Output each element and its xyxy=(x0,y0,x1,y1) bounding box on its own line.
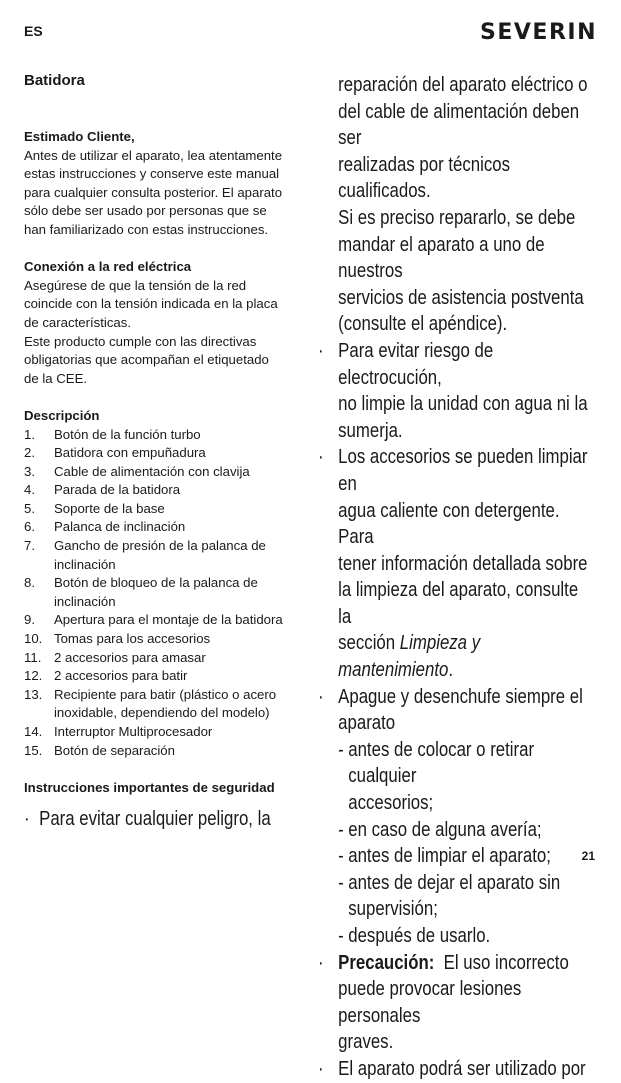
list-item: 12. 2 accesorios para batir xyxy=(24,668,188,684)
safety-heading: Instrucciones importantes de seguridad xyxy=(24,779,275,795)
connection-line: Este producto cumple con las directivas xyxy=(24,333,257,349)
list-item: 8. Botón de bloqueo de la palanca de inclinación xyxy=(24,575,258,609)
bullet-icon: · xyxy=(318,339,324,362)
list-item: 6. Palanca de inclinación xyxy=(24,519,186,535)
dash-item: - antes de limpiar el aparato; xyxy=(338,845,551,868)
greeting-line: Antes de utilizar el aparato, lea atentamente xyxy=(24,147,283,163)
bullet-item: · El aparato podrá ser utilizado por xyxy=(318,1056,595,1083)
left-column xyxy=(24,128,296,797)
list-item: 10. Tomas para los accesorios xyxy=(24,631,211,647)
connection-line: obligatorias que acompañan el etiquetado xyxy=(24,352,269,368)
connection-heading: Conexión a la red eléctrica xyxy=(24,259,192,275)
bullet-item: · Para evitar riesgo de electrocución, no limpie la unidad con agua ni la sumerja. xyxy=(318,339,588,442)
bullet-icon: · xyxy=(318,951,324,974)
bullet-icon: · xyxy=(318,446,324,469)
dash-item: - en caso de alguna avería; xyxy=(338,818,542,841)
greeting-line: estas instrucciones y conserve este manual xyxy=(24,166,280,182)
caution-label: Precaución: xyxy=(338,951,435,974)
list-item: 5. Soporte de la base xyxy=(24,500,165,516)
bullet-item: · Los accesorios se pueden limpiar en agua caliente con detergente. Para tener información detallada sobre la limpieza del aparato, consulte la sección Limpieza y mantenimiento. xyxy=(318,446,588,682)
list-item: 15. Botón de separación xyxy=(24,742,175,758)
bullet-icon: · xyxy=(318,685,324,708)
brand-logo: SEVERIN xyxy=(480,20,597,45)
caution-item: · Precaución: El uso incorrecto puede provocar lesiones personales graves. xyxy=(318,951,569,1054)
section-reference: Limpieza y mantenimiento xyxy=(338,632,481,682)
bullet-item: · Apague y desenchufe siempre el aparato xyxy=(318,685,583,735)
list-item: 4. Parada de la batidora xyxy=(24,482,181,498)
bullet-icon: · xyxy=(318,1057,324,1080)
greeting-line: han familiarizado con estas instrucciones. xyxy=(24,221,269,237)
description-heading: Descripción xyxy=(24,407,100,423)
list-item: 1. Botón de la función turbo xyxy=(24,426,201,442)
list-item: 9. Apertura para el montaje de la batidora xyxy=(24,612,283,628)
list-item: 3. Cable de alimentación con clavija xyxy=(24,463,250,479)
bullet-icon: · xyxy=(24,808,30,830)
list-item: 11. 2 accesorios para amasar xyxy=(24,649,206,665)
continuation-paragraph: reparación del aparato eléctrico o del cable de alimentación deben ser realizadas por técnicos cualificados. Si es preciso repararlo, se debe mandar el aparato a uno de nuestros servicios de asistencia postventa (consulte el apéndice). xyxy=(338,74,588,336)
greeting-heading: Estimado Cliente, xyxy=(24,129,135,144)
list-item: 2. Batidora con empuñadura xyxy=(24,445,206,461)
right-column xyxy=(318,72,595,1083)
safety-first-bullet: · Para evitar cualquier peligro, la xyxy=(24,806,259,833)
language-code: ES xyxy=(24,23,43,39)
page-title: Batidora xyxy=(24,72,85,89)
dash-item: - después de usarlo. xyxy=(338,925,491,947)
greeting-line: sólo debe ser usado por personas que se xyxy=(24,203,267,219)
connection-line: Asegúrese de que la tensión de la red xyxy=(24,277,247,293)
dash-item: - antes de colocar o retirar cualquier accesorios; xyxy=(338,738,535,815)
connection-line: de la CEE. xyxy=(24,370,88,386)
page-number: 21 xyxy=(581,849,595,863)
dash-item: - antes de dejar el aparato sin supervisión; xyxy=(338,871,561,921)
connection-line: de características. xyxy=(24,314,132,330)
list-item: 13. Recipiente para batir (plástico o acero inoxidable, dependiendo del modelo) xyxy=(24,686,277,721)
list-item: 14. Interruptor Multiprocesador xyxy=(24,724,213,739)
connection-line: coincide con la tensión indicada en la placa xyxy=(24,296,278,312)
list-item: 7. Gancho de presión de la palanca de inclinación xyxy=(24,538,266,572)
parts-list xyxy=(24,426,296,761)
greeting-line: para cualquier consulta posterior. El aparato xyxy=(24,184,283,200)
